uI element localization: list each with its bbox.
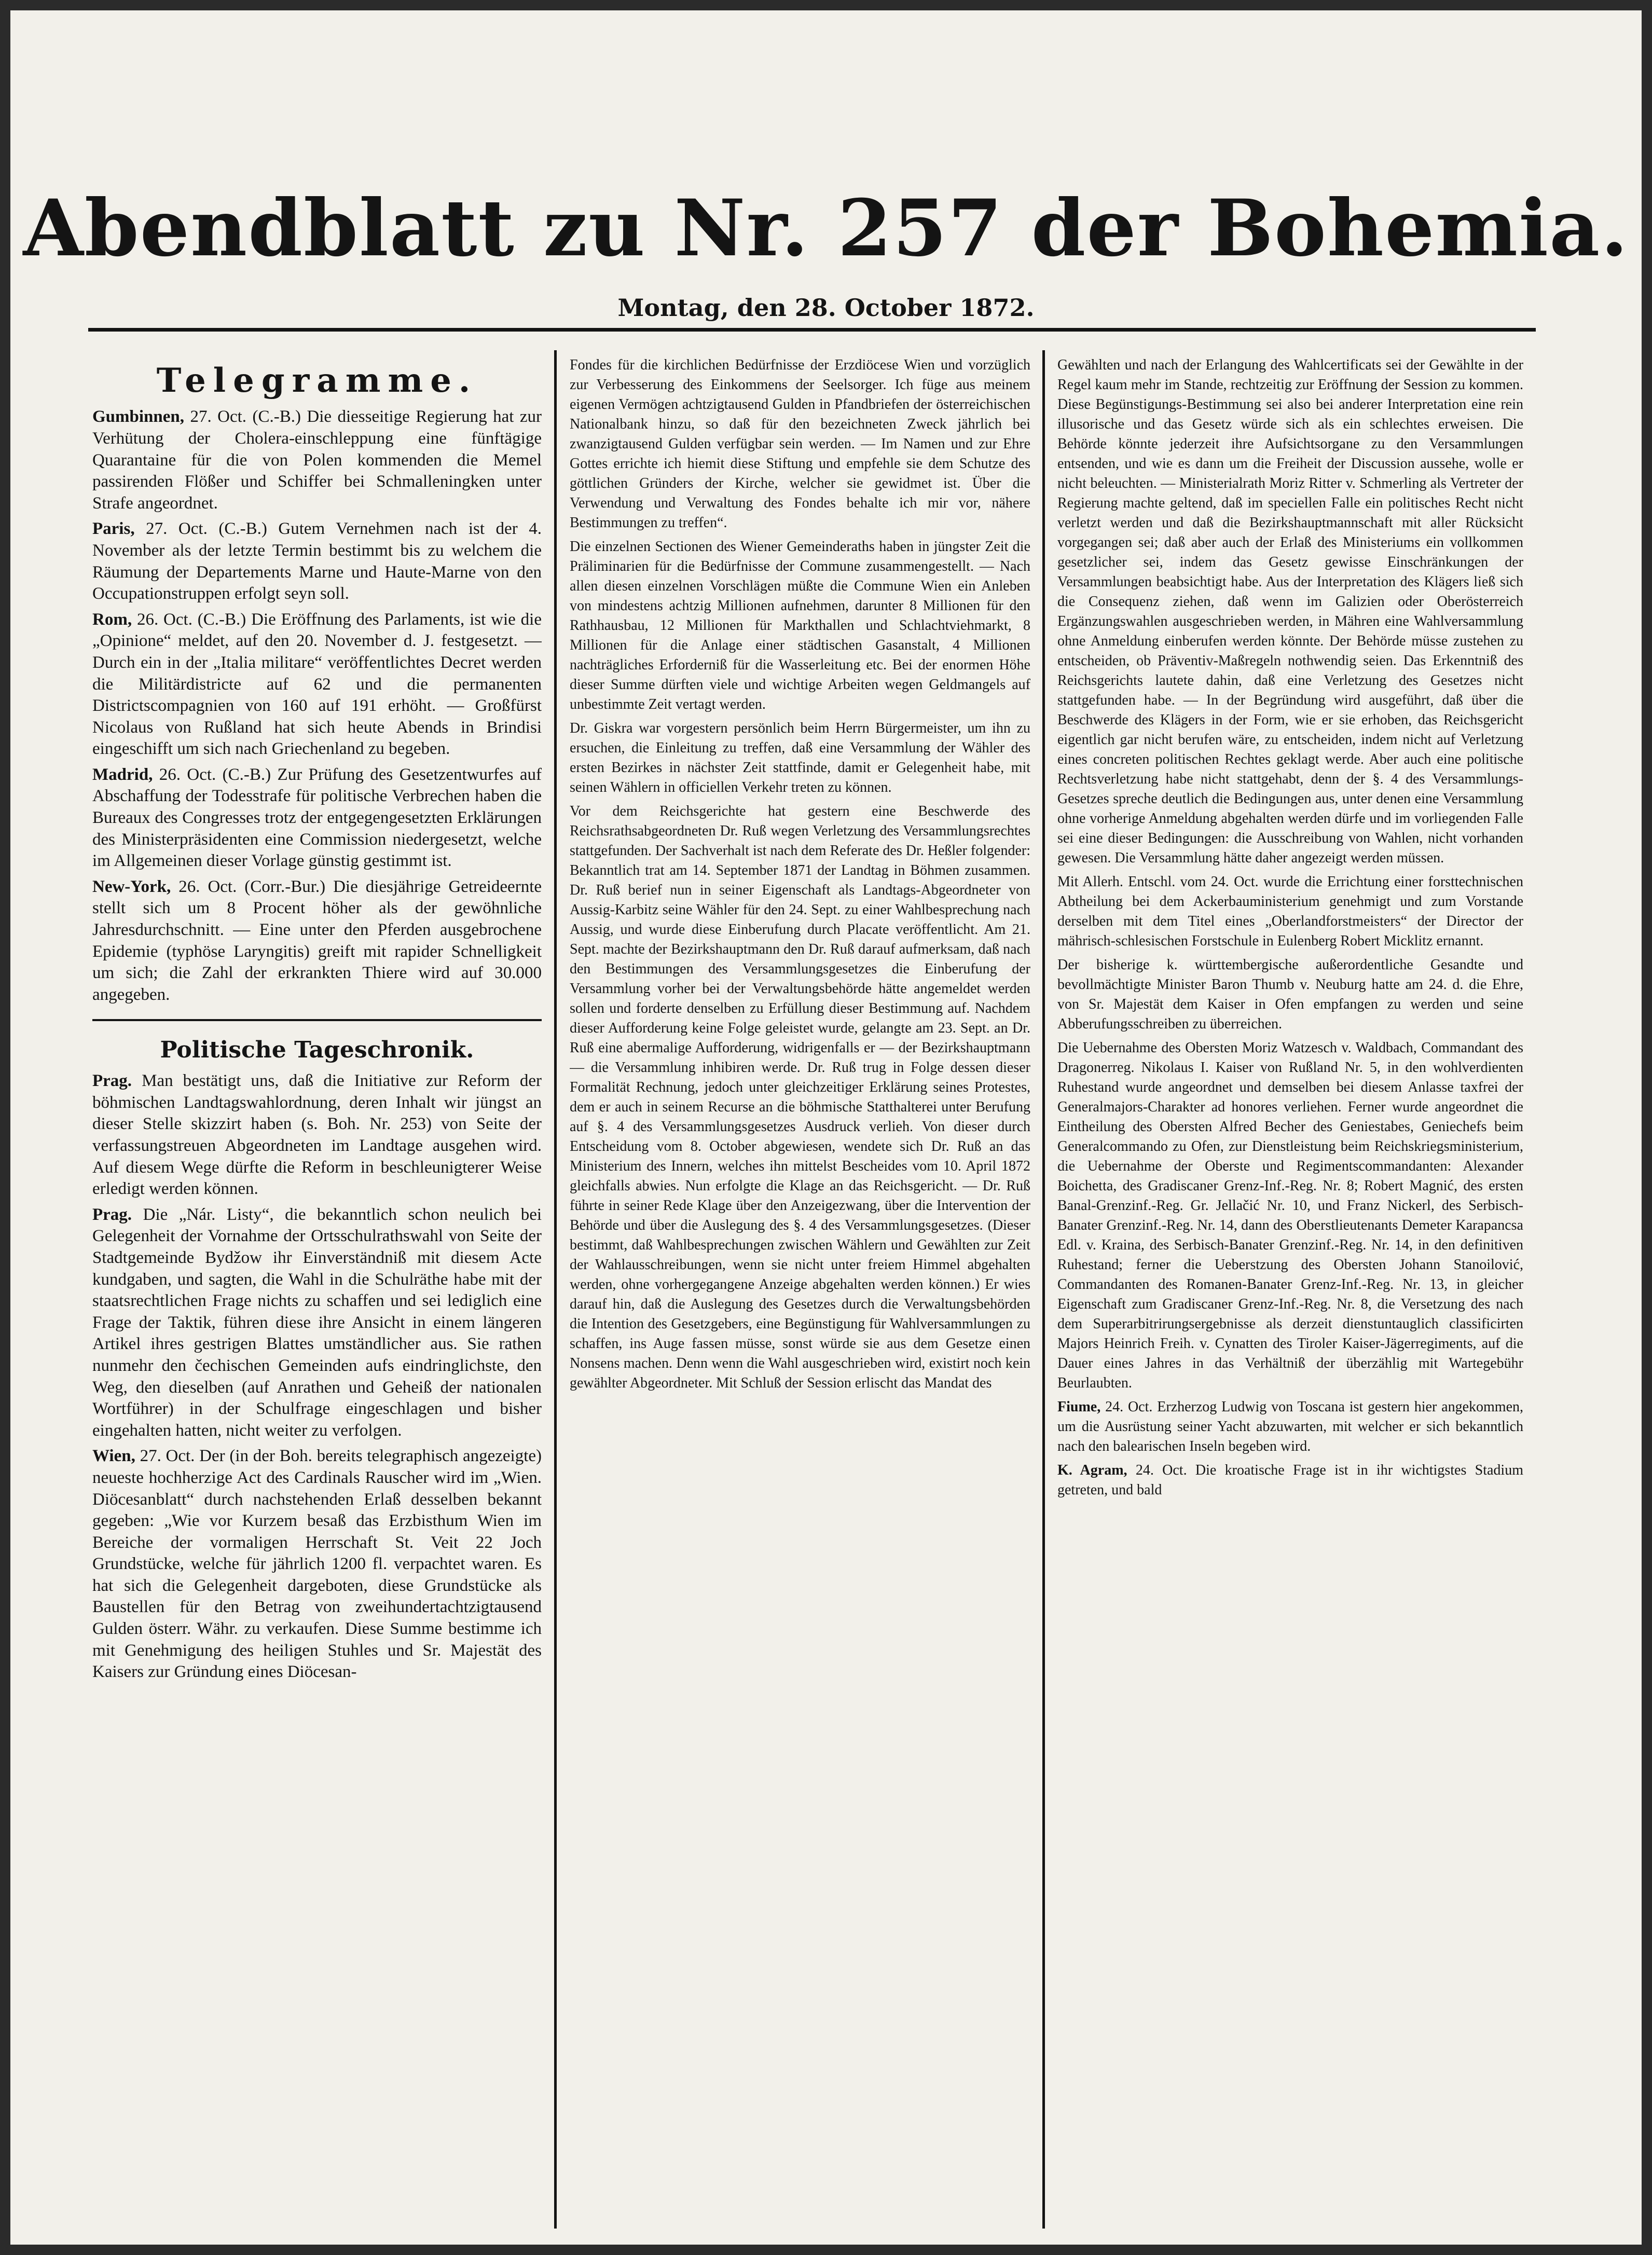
article-paragraph: [1057, 355, 1523, 868]
column-3: [1057, 355, 1523, 2203]
dateline-lead: Paris,: [92, 519, 135, 539]
dateline-lead: Prag.: [92, 1071, 132, 1091]
column-2: [570, 355, 1030, 2203]
article-paragraph: [92, 764, 542, 872]
section-heading-telegrams: Telegramme.: [156, 361, 478, 400]
paragraph-text: Man bestätigt uns, daß die Initiative zur Reform der böhmischen Landtagswahlordnung, deren Inhalt wir jüngst an dieser Stelle skizzirt haben (s. Boh. Nr. 253) von Seite der verfassungstreuen Abgeordneten im Landtage ausgehen wird. Auf diesem Wege dürfte die Reform in beschleunigterer Weise erledigt werden können.: [92, 1071, 542, 1199]
paragraph-text: 24. Oct. Erzherzog Ludwig von Toscana ist gestern hier angekommen, um die Ausrüstung seiner Yacht abzuwarten, mit welcher er sich bekanntlich nach den balearischen Inseln begeben wird.: [1057, 1399, 1523, 1454]
dateline-lead: K. Agram,: [1057, 1462, 1127, 1478]
paragraph-text: Fondes für die kirchlichen Bedürfnisse der Erzdiöcese Wien und vorzüglich zur Verbesserung des Einkommens der Seelsorger. Ich füge aus meinem eigenen Vermögen achtzigtausend Gulden in Pfandbriefen der österreichischen Nationalbank hinzu, so daß für den bezeichneten Zweck jährlich bei zwanzigtausend Gulden verfügbar sein werden. — Im Namen und zur Ehre Gottes errichte ich hiemit diese Stiftung und empfehle sie dem Schutze des göttlichen Gründers der Kirche, welcher sie gewidmet ist. Über die Verwendung und Verwaltung des Fondes behalte ich mir vor, nähere Bestimmungen zu treffen“.: [570, 357, 1030, 531]
article-paragraph: [570, 802, 1030, 1393]
paragraph-text: Mit Allerh. Entschl. vom 24. Oct. wurde die Errichtung einer forsttechnischen Abtheilung bei dem Ackerbauministerium genehmigt und zum Vorstande derselben mit dem Titel eines „Oberlandforstmeisters“ der Director der mährisch-schlesischen Forstschule in Eulenberg Robert Micklitz ernannt.: [1057, 874, 1523, 949]
article-paragraph: [1057, 1038, 1523, 1393]
article-paragraph: [92, 609, 542, 760]
article-paragraph: [570, 719, 1030, 798]
column-divider: [554, 350, 557, 2229]
column-1: [92, 355, 542, 2203]
paragraph-text: 24. Oct. Die kroatische Frage ist in ihr wichtigstes Stadium getreten, und bald: [1057, 1462, 1523, 1498]
article-paragraph: [92, 406, 542, 514]
paragraph-text: Gewählten und nach der Erlangung des Wahlcertificats sei der Gewählte in der Regel kaum mehr im Stande, rechtzeitig zur Eröffnung der Session zu kommen. Diese Begünstigungs-Bestimmung sei also bei anderer Interpretation eine rein illusorische und das Gesetz würde sich als ein schlechtes erweisen. Die Behörde könnte jederzeit ihre Aufsichtsorgane zu den Versammlungen entsenden, und wie es dann um die Freiheit der Discussion aussehe, wolle er nicht beleuchten. — Ministerialrath Moriz Ritter v. Schmerling als Vertreter der Regierung machte geltend, daß im speciellen Falle ein politisches Recht nicht verletzt werden und daß die Bezirkshauptmannschaft mit aller Rücksicht vorgegangen sei; daß aber auch der Erlaß des Ministeriums ein vollkommen gesetzlicher sei, indem das Gesetz gewisse Einschränkungen der Versammlungen beabsichtigt habe. Aus der Interpretation des Klägers ließ sich die Consequenz ziehen, daß wenn im Galizien oder Oberösterreich Ergänzungswahlen ausgeschrieben werden, in Mähren eine Wahlversammlung ohne Anmeldung einberufen werden könnte. Der Behörde müsse zustehen zu entscheiden, ob Präventiv-Maßregeln nothwendig seien. Das Erkenntniß des Reichsgerichts lautete dahin, daß eine Verletzung des Gesetzes nicht stattgefunden habe. — In der Begründung wird ausgeführt, daß über die Beschwerde des Klägers in der Form, wie er sie erhoben, das Reichsgericht eigentlich gar nicht berufen wäre, zu entscheiden, indem nicht auf Verletzung eines concreten politischen Rechtes geklagt werde. Aber auch eine politische Rechtsverletzung habe nicht stattgehabt, denn der §. 4 des Versammlungs-Gesetzes spreche deutlich die Bedingungen aus, unter denen eine Versammlung ohne vorherige Anmeldung abgehalten werden dürfe und im vorliegenden Falle sei eine dieser Bedingungen: die Ausschreibung von Wahlen, nicht vorhanden gewesen. Die Versammlung hätte daher angezeigt werden müssen.: [1057, 357, 1523, 866]
dateline-lead: Wien,: [92, 1447, 135, 1466]
dateline-lead: Gumbinnen,: [92, 407, 184, 427]
paragraph-text: Vor dem Reichsgerichte hat gestern eine Beschwerde des Reichsrathsabgeordneten Dr. Ruß wegen Verletzung des Versammlungsrechtes stattgefunden. Der Sachverhalt ist nach dem Referate des Dr. Heßler folgender: Bekanntlich trat am 14. September 1871 der Landtag in Böhmen zusammen. Dr. Ruß berief nun in seiner Eigenschaft als Landtags-Abgeordneter von Aussig-Karbitz seine Wähler für den 24. Sept. zu einer Wahlbesprechung nach Aussig, und wurde diese Einberufung durch Placate veröffentlicht. Am 21. Sept. machte der Bezirkshauptmann den Dr. Ruß darauf aufmerksam, daß nach den Bestimmungen des Versammlungsgesetzes die Einberufung der Versammlung vorher bei der Verwaltungsbehörde hätte angemeldet werden sollen und forderte denselben zu Erfüllung dieser Bestimmung auf. Nachdem dieser Aufforderung keine Folge geleistet wurde, gelangte am 23. Sept. an Dr. Ruß eine abermalige Aufforderung, widrigenfalls er — der Bezirkshauptmann — die Versammlung inhibiren werde. Dr. Ruß trug in Folge dessen dieser Formalität Rechnung, jedoch unter gleichzeitiger Erklärung seines Protestes, dem er auch in seinem Recurse an die böhmische Statthalterei unter Berufung auf §. 4 des Versammlungsgesetzes Ausdruck verlieh. Von dieser durch Entscheidung vom 8. October abgewiesen, wendete sich Dr. Ruß an das Ministerium des Innern, welches ihn mittelst Bescheides vom 10. April 1872 gleichfalls abwies. Nun erfolgte die Klage an das Reichsgericht. — Dr. Ruß führte in seiner Rede Klage über den Anzeigezwang, über die Intervention der Behörde und über die Auslegung des §. 4 des Versammlungsgesetzes. (Dieser bestimmt, daß Wahlbesprechungen zwischen Wählern und Gewählten zur Zeit der Wahlausschreibungen, wenn sie nicht unter freiem Himmel abgehalten werden, ohne vorhergegangene Anzeige abgehalten werden können.) Er wies darauf hin, daß die Auslegung des Gesetzes durch die Verwaltungsbehörden die Intention des Gesetzgebers, eine Begünstigung für Wahlversammlungen zu schaffen, ins Auge fassen müsse, sonst würde sie aus dem Gesetze einen Nonsens machen. Denn wenn die Wahl ausgeschrieben wird, existirt noch kein gewählter Abgeordneter. Mit Schluß der Session erlischt das Mandat des: [570, 803, 1030, 1391]
article-paragraph: [570, 355, 1030, 533]
dateline-lead: Rom,: [92, 610, 132, 629]
paragraph-text: 27. Oct. (C.-B.) Die diesseitige Regierung hat zur Verhütung der Cholera-einschleppung eine fünftägige Quarantaine für die von Polen kommenden die Memel passirenden Flößer und Schiffer bei Schmalleningken unter Strafe angeordnet.: [92, 407, 542, 513]
section-separator: [92, 1019, 542, 1021]
paragraph-text: 27. Oct. Der (in der Boh. bereits telegraphisch angezeigte) neueste hochherzige Act des Cardinals Rauscher wird im „Wien. Diöcesanblatt“ durch nachstehenden Erlaß desselben bekannt gegeben: „Wie vor Kurzem besaß das Erzbisthum Wien im Bereiche der vormaligen Herrschaft St. Veit 22 Joch Grundstücke, welche für jährlich 1200 fl. verpachtet waren. Es hat sich die Gelegenheit dargeboten, diese Grundstücke als Baustellen für den Betrag von zweihundertachtzigtausend Gulden österr. Währ. zu verkaufen. Diese Summe bestimme ich mit Genehmigung des heiligen Stuhles und Sr. Majestät des Kaisers zur Gründung eines Diöcesan-: [92, 1447, 542, 1682]
paragraph-text: Die Uebernahme des Obersten Moriz Watzesch v. Waldbach, Commandant des Dragonerreg. Nikolaus I. Kaiser von Rußland Nr. 5, in den wohlverdienten Ruhestand wurde angeordnet und demselben bei diesem Anlasse taxfrei der Generalmajors-Charakter ad honores verliehen. Ferner wurde angeordnet die Eintheilung des Obersten Alfred Becher des Geniestabes, Geniechefs beim Generalcommando zu Ofen, zur Dienstleistung beim Reichskriegsministerium, die Uebernahme der Oberste und Regimentscommandanten: Alexander Boichetta, des Gradiscaner Grenz-Inf.-Reg. Nr. 8; Robert Magnić, des ersten Banal-Grenzinf.-Reg. Gr. Jellačić Nr. 10, und Franz Nickerl, des Serbisch-Banater Grenzinf.-Reg. Nr. 14, dann des Oberstlieutenants Demeter Karapancsa Edl. v. Kraina, des Serbisch-Banater Grenzinf.-Reg. Nr. 14, in den definitiven Ruhestand; ferner die Ueberstzung des Obersten Johann Stanoilović, Commandanten des Romanen-Banater Grenz-Inf.-Reg. Nr. 13, in gleicher Eigenschaft zum Gradiscaner Grenz-Inf.-Reg. Nr. 8, die Versetzung des nach dem Superarbitrirungsergebnisse als derzeit dienstuntauglich classificirten Majors Heinrich Freih. v. Cynatten des Tiroler Kaiser-Jägerregiments, auf die Dauer eines Jahres in das Verhältniß der überzählig mit Wartegebühr Beurlaubten.: [1057, 1040, 1523, 1391]
paragraph-text: 26. Oct. (C.-B.) Die Eröffnung des Parlaments, ist wie die „Opinione“ meldet, auf den 20. November d. J. festgesetzt. — Durch ein in der „Italia militare“ veröffentlichtes Decret werden die Militärdistricte auf 62 und die permanenten Districtscompagnien von 160 auf 191 erhöht. — Großfürst Nicolaus von Rußland hat sich heute Abends in Brindisi eingeschifft um sich nach Griechenland zu begeben.: [92, 610, 542, 759]
article-paragraph: [92, 518, 542, 604]
masthead-title: Abendblatt zu Nr. 257 der Bohemia.: [23, 183, 1629, 274]
column-divider: [1042, 350, 1045, 2229]
article-paragraph: [570, 537, 1030, 714]
paragraph-text: 26. Oct. (Corr.-Bur.) Die diesjährige Getreideernte stellt sich um 8 Procent höher als der gewöhnliche Jahresdurchschnitt. — Eine unter den Pferden ausgebrochene Epidemie (typhöse Laryngitis) greift mit rapider Schnelligkeit um sich; die Zahl der erkrankten Thiere wird auf 30.000 angegeben.: [92, 877, 542, 1004]
paragraph-text: Dr. Giskra war vorgestern persönlich beim Herrn Bürgermeister, um ihn zu ersuchen, die Einleitung zu treffen, daß eine Versammlung der Wähler des ersten Bezirkes in nächster Zeit stattfinde, damit er Gelegenheit habe, mit seinen Wählern in officiellen Verkehr treten zu können.: [570, 720, 1030, 795]
dateline-lead: Madrid,: [92, 765, 153, 784]
paragraph-text: Der bisherige k. württembergische außerordentliche Gesandte und bevollmächtigte Minister Baron Thumb v. Neuburg hatte am 24. d. die Ehre, von Sr. Majestät dem Kaiser in Ofen empfangen zu werden und seine Abberufungsschreiben zu überreichen.: [1057, 957, 1523, 1032]
paragraph-text: Die einzelnen Sectionen des Wiener Gemeinderaths haben in jüngster Zeit die Präliminarien für die Bedürfnisse der Commune zusammengestellt. — Nach allen diesen einzelnen Vorschlägen müßte die Commune Wien ein Anleben von mindestens achtzig Millionen aufnehmen, darunter 8 Millionen für den Rathhausbau, 12 Millionen für Markthallen und Schlachtviehmarkt, 8 Millionen für die Anlage einer städtischen Gasanstalt, 4 Millionen nachträgliches Erforderniß für die Wasserleitung etc. Bei der enormen Höhe dieser Summe dürften viele und wichtige Arbeiten wegen Geldmangels auf unbestimmte Zeit vertagt werden.: [570, 539, 1030, 712]
newspaper-page: [10, 10, 1642, 2245]
dateline-lead: Prag.: [92, 1205, 132, 1224]
article-paragraph: [92, 876, 542, 1006]
article-paragraph: [92, 1070, 542, 1200]
masthead-dateline: Montag, den 28. October 1872.: [617, 294, 1035, 322]
dateline-lead: New-York,: [92, 877, 171, 896]
article-paragraph: [1057, 955, 1523, 1034]
article-paragraph: [1057, 1397, 1523, 1456]
paragraph-text: 26. Oct. (C.-B.) Zur Prüfung des Gesetzentwurfes auf Abschaffung der Todesstrafe für politische Verbrechen haben die Bureaux des Congresses trotz der entgegengesetzten Erklärungen des Ministerpräsidenten eine Commission niedergesetzt, welche im Allgemeinen dieser Vorlage günstig gestimmt ist.: [92, 765, 542, 871]
section-heading-politics: Politische Tageschronik.: [160, 1037, 474, 1064]
masthead-rule: [88, 328, 1536, 332]
paragraph-text: 27. Oct. (C.-B.) Gutem Vernehmen nach ist der 4. November als der letzte Termin bestimmt bis zu welchem die Räumung der Departements Marne und Haute-Marne von den Occupationstruppen erfolgt seyn soll.: [92, 519, 542, 603]
article-paragraph: [1057, 1461, 1523, 1500]
article-paragraph: [92, 1204, 542, 1442]
paragraph-text: Die „Nár. Listy“, die bekanntlich schon neulich bei Gelegenheit der Vornahme der Ortsschulrathswahl von Seite der Stadtgemeinde Bydžow ihr Einverständniß mit diesem Acte kundgaben, und sagten, die Wahl in die Schulräthe habe mit der staatsrechtlichen Frage nichts zu schaffen und sei lediglich eine Frage der Taktik, führen diese ihre Ansicht in einem längeren Artikel ihres gestrigen Blattes umständlicher aus. Sie rathen nunmehr den čechischen Gemeinden aufs eindringlichste, den Weg, den dieselben (auf Anrathen und Geheiß der nationalen Wortführer) in der Schulfrage eingeschlagen und bisher eingehalten hatten, nicht weiter zu verfolgen.: [92, 1205, 542, 1440]
article-paragraph: [92, 1446, 542, 1683]
dateline-lead: Fiume,: [1057, 1399, 1101, 1415]
article-paragraph: [1057, 872, 1523, 951]
